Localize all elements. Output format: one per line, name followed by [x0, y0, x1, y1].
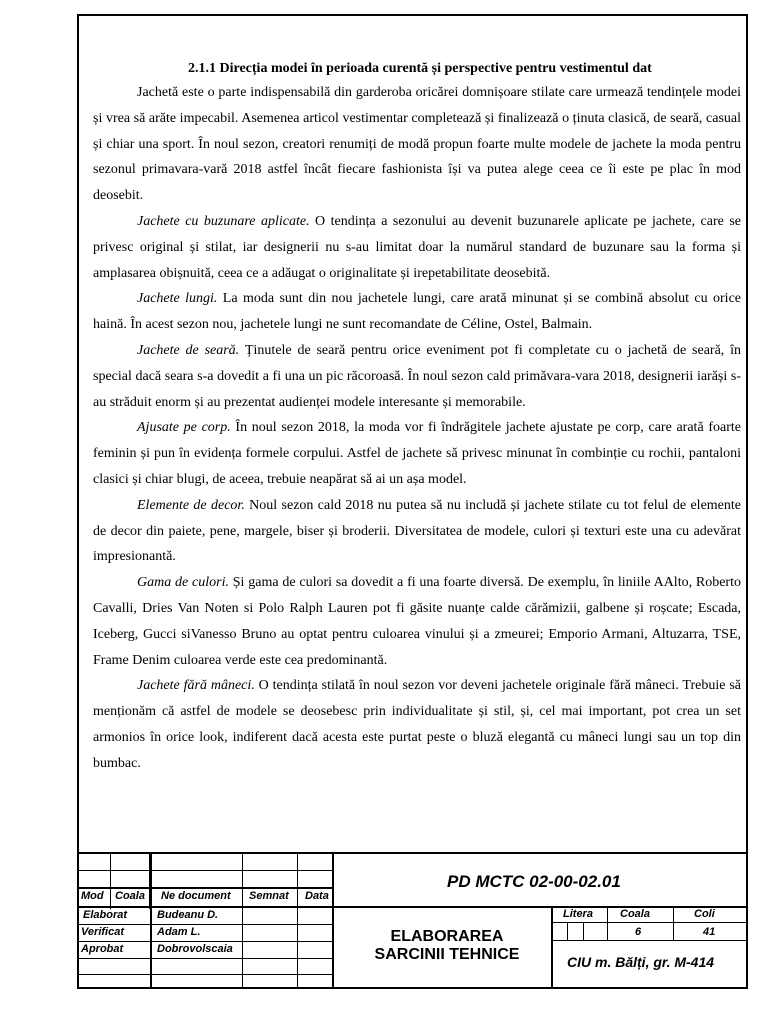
- role-verificat: Verificat: [81, 926, 125, 938]
- col-header-semnat: Semnat: [249, 890, 289, 902]
- document-body: [93, 58, 741, 777]
- coala-value: 6: [635, 926, 642, 938]
- coala-label: Coala: [620, 908, 650, 920]
- col-header-coala: Coala: [115, 890, 145, 902]
- paragraph: Jachete fără mâneci. O tendința stilată în noul sezon vor deveni jachetele originale fără mâneci. Trebuie să menționăm că astfel de modele se deosebesc prin individualitate și stil, și, cel mai important, pot crea un set armonios în orice look, indiferent dacă acesta este purtat peste o bluză elegantă cu mâneci lungi sau un top din bumbac.: [93, 678, 741, 771]
- paragraph: Ajusate pe corp. În noul sezon 2018, la moda vor fi îndrăgitele jachete ajustate pe corp, care arată foarte feminin și pun în evidența formele corpului. Astfel de jachete să privesc minunat în combinție cu rochii, pantaloni clasici și chiar blugi, de aceea, trebuie neapărat să ai un așa model.: [93, 420, 741, 487]
- paragraph: Elemente de decor. Noul sezon cald 2018 nu putea să nu includă și jachete stilate cu tot felul de elemente de decor din paiete, pene, margele, biser și broderii. Diversitatea de modele, culori și texturi este una cu adevărat impresionantă.: [93, 497, 741, 565]
- document-title: ELABORAREA SARCINII TEHNICE: [374, 928, 520, 963]
- title-block: [77, 852, 748, 989]
- role-elaborat: Elaborat: [83, 909, 128, 921]
- coli-label: Coli: [694, 908, 715, 920]
- name-verificat: Adam L.: [157, 926, 201, 938]
- role-aprobat: Aprobat: [81, 943, 124, 955]
- col-header-mod: Mod: [81, 890, 104, 902]
- paragraph: Jachete lungi. La moda sunt din nou jachetele lungi, care arată minunat și se combină absolut cu orice haină. În acest sezon nou, jachetele lungi ne sunt recomandate de Céline, Ostel, Balmain.: [93, 291, 741, 333]
- organization-label: CIU m. Bălți, gr. M-414: [567, 954, 715, 970]
- col-header-document: Ne document: [161, 890, 231, 902]
- paragraph: Jachete de seară. Ținutele de seară pentru orice eveniment pot fi completate cu o jachetă de seară, în special dacă seara s-a dovedit a fi una un pic răcoroasă. În noul sezon cald primăvara-vara 2018, designerii iarăși s-au străduit enorm și au prezentat audienței modele interesante și memorabile.: [93, 342, 741, 410]
- paragraph: Jachete cu buzunare aplicate. O tendința a sezonului au devenit buzunarele aplicate pe jachete, care se privesc original și stilat, iar designerii nu s-au limitat doar la numărul standard de buzunare sau la forma și amplasarea obișnuită, ceea ce a adăugat o originalitate și irepetabilitate deosebită.: [93, 213, 741, 281]
- coli-value: 41: [703, 926, 716, 938]
- paragraph: Jachetă este o parte indispensabilă din garderoba oricărei domnișoare stilate care urmează tendințele modei și vrea să arăte impecabil. Asemenea articol vestimentar completează și finalizează o ținuta clasică, de seară, casual și chiar una sport. În noul sezon, creatori renumiți de modă propun foarte multe modele de jachete la moda pentru sezonul primavara-vară 2018 astfel încât fiecare fashionista își va putea alege ceea ce îi este pe plac în mod deosebit.: [93, 85, 741, 204]
- paragraph: Gama de culori. Și gama de culori sa dovedit a fi una foarte diversă. De exemplu, în liniile AAlto, Roberto Cavalli, Dries Van Noten si Polo Ralph Lauren pot fi găsite nuanțe calde cărămizii, galbene și roșcate; Escada, Iceberg, Gucci siVanesso Bruno au optat pentru culoarea vinului și a zmeurei; Emporio Armani, Altuzarra, TSE, Frame Denim culoarea verde este cea predominantă.: [93, 575, 741, 668]
- name-elaborat: Budeanu D.: [157, 909, 219, 921]
- col-header-data: Data: [305, 890, 329, 902]
- section-heading: 2.1.1 Direcția modei în perioada curentă și perspective pentru vestimentul dat: [188, 61, 652, 76]
- litera-label: Litera: [563, 908, 593, 920]
- document-code: PD MCTC 02-00-02.01: [447, 872, 621, 891]
- name-aprobat: Dobrovolscaia: [157, 943, 233, 955]
